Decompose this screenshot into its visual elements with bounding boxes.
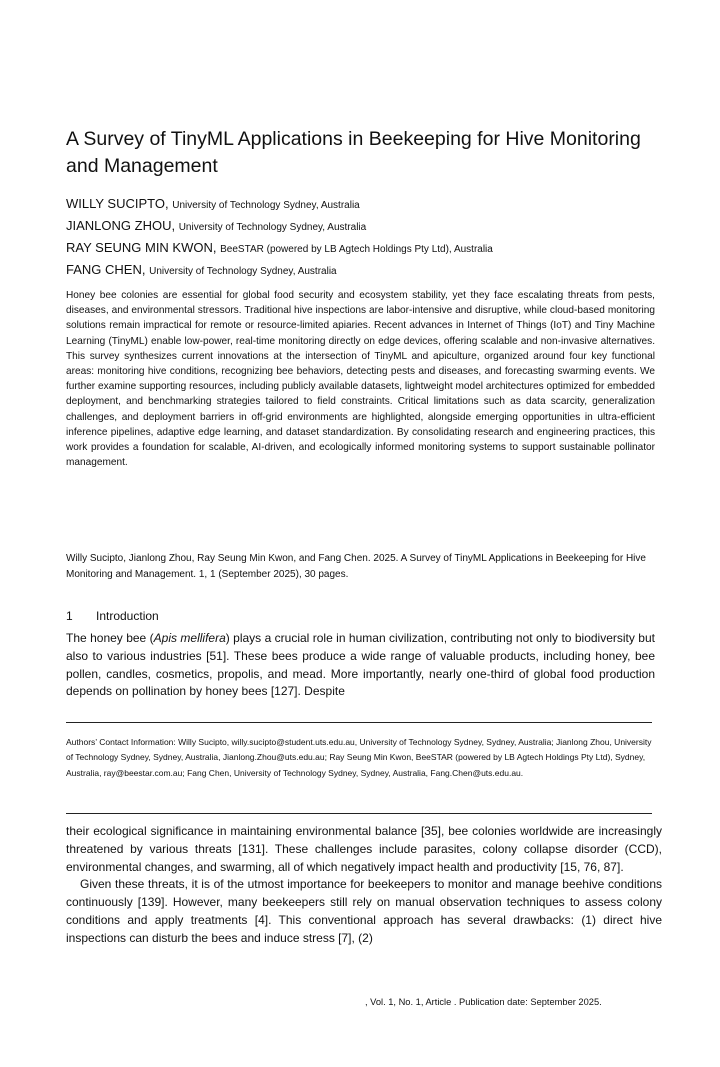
abstract: Honey bee colonies are essential for global food security and ecosystem stability, yet they face escalating threats from pests, diseases, and environmental stressors. Traditional hive inspections are labor-intensive and disruptive, while cloud-based monitoring solutions remain impractical for remote or resource-limited apiaries. Recent advances in Internet of Things (IoT) and Tiny Machine Learning (TinyML) enable low-power, real-time monitoring directly on edge devices, offering scalable and non-invasive alternatives. This survey synthesizes current innovations at the intersection of TinyML and apiculture, organized around four key functional areas: monitoring hive conditions, recognizing bee behaviors, detecting pests and diseases, and forecasting swarming events. We further examine supporting resources, including publicly available datasets, lightweight model architectures optimized for embedded deployment, and benchmarking strategies tailored to field constraints. Critical limitations such as data scarcity, generalization challenges, and deployment barriers in off-grid environments are highlighted, alongside emerging opportunities in ultra-efficient inference pipelines, adaptive edge learning, and dataset standardization. By consolidating research and engineering practices, this work provides a foundation for scalable, AI-driven, and ecologically informed monitoring systems to support sustainable pollinator management. <box>66 290 655 469</box>
intro-text: The honey bee ( <box>66 631 154 645</box>
intro-text: ) plays a crucial role in human civilization, contributing not only to biodiversity but also to various industries [51]. These bees produce a wide range of valuable products, including honey, bee pollen, candles, cosmetics, propolis, and mead. More importantly, nearly one-third of global food production depends on pollination by honey bees [127]. Despite <box>66 631 655 699</box>
acm-reference: Willy Sucipto, Jianlong Zhou, Ray Seung Min Kwon, and Fang Chen. 2025. A Survey of TinyML Applications in Beekeeping for Hive Monitoring and Management. 1, 1 (September 2025), 30 pages. <box>66 553 646 580</box>
intro-paragraph-1-continued: their ecological significance in maintaining environmental balance [35], bee colonies worldwide are increasingly threatened by various threats [131]. These challenges include parasites, colony collapse disorder (CCD), environmental changes, and swarming, all of which negatively impact health and productivity [15, 76, 87]. <box>66 824 662 874</box>
section-heading <box>66 608 159 624</box>
species-name: Apis mellifera <box>153 631 226 645</box>
intro-paragraph-1 <box>66 630 655 701</box>
page-footer: , Vol. 1, No. 1, Article . Publication date: September 2025. <box>365 997 602 1007</box>
section-title: Introduction <box>96 609 159 623</box>
author-name: WILLY SUCIPTO, <box>66 196 169 211</box>
author-name: RAY SEUNG MIN KWON, <box>66 240 217 255</box>
author-name: FANG CHEN, <box>66 262 146 277</box>
author-affiliation: University of Technology Sydney, Australia <box>149 266 337 277</box>
author-line <box>66 261 337 281</box>
intro-continuation <box>66 823 662 948</box>
author-line <box>66 195 360 215</box>
author-affiliation: BeeSTAR (powered by LB Agtech Holdings Pty Ltd), Australia <box>220 244 493 255</box>
section-number: 1 <box>66 609 73 623</box>
author-name: JIANLONG ZHOU, <box>66 218 176 233</box>
author-line <box>66 239 493 259</box>
author-affiliation: University of Technology Sydney, Australia <box>178 222 367 233</box>
author-affiliation: University of Technology Sydney, Australia <box>172 200 360 211</box>
intro-paragraph-2: Given these threats, it is of the utmost importance for beekeepers to monitor and manage beehive conditions continuously [139]. However, many beekeepers still rely on manual observation techniques to assess colony conditions and apply treatments [4]. This conventional approach has several drawbacks: (1) direct hive inspections can disturb the bees and induce stress [7], (2) <box>66 877 662 945</box>
page-break-divider <box>66 813 652 814</box>
author-contact-info: Authors’ Contact Information: Willy Sucipto, willy.sucipto@student.uts.edu.au, University of Technology Sydney, Sydney, Australia; Jianlong Zhou, University of Technology Sydney, Sydney, Australia, Jianlong.Zhou@uts.edu.au; Ray Seung Min Kwon, BeeSTAR (powered by LB Agtech Holdings Pty Ltd), Sydney, Australia, ray@beestar.com.au; Fang Chen, University of Technology Sydney, Sydney, Australia, Fang.Chen@uts.edu.au. <box>66 737 652 778</box>
footnote-divider <box>66 722 652 723</box>
author-line <box>66 217 366 237</box>
paper-title: A Survey of TinyML Applications in Beekeeping for Hive Monitoring and Management <box>66 128 641 177</box>
